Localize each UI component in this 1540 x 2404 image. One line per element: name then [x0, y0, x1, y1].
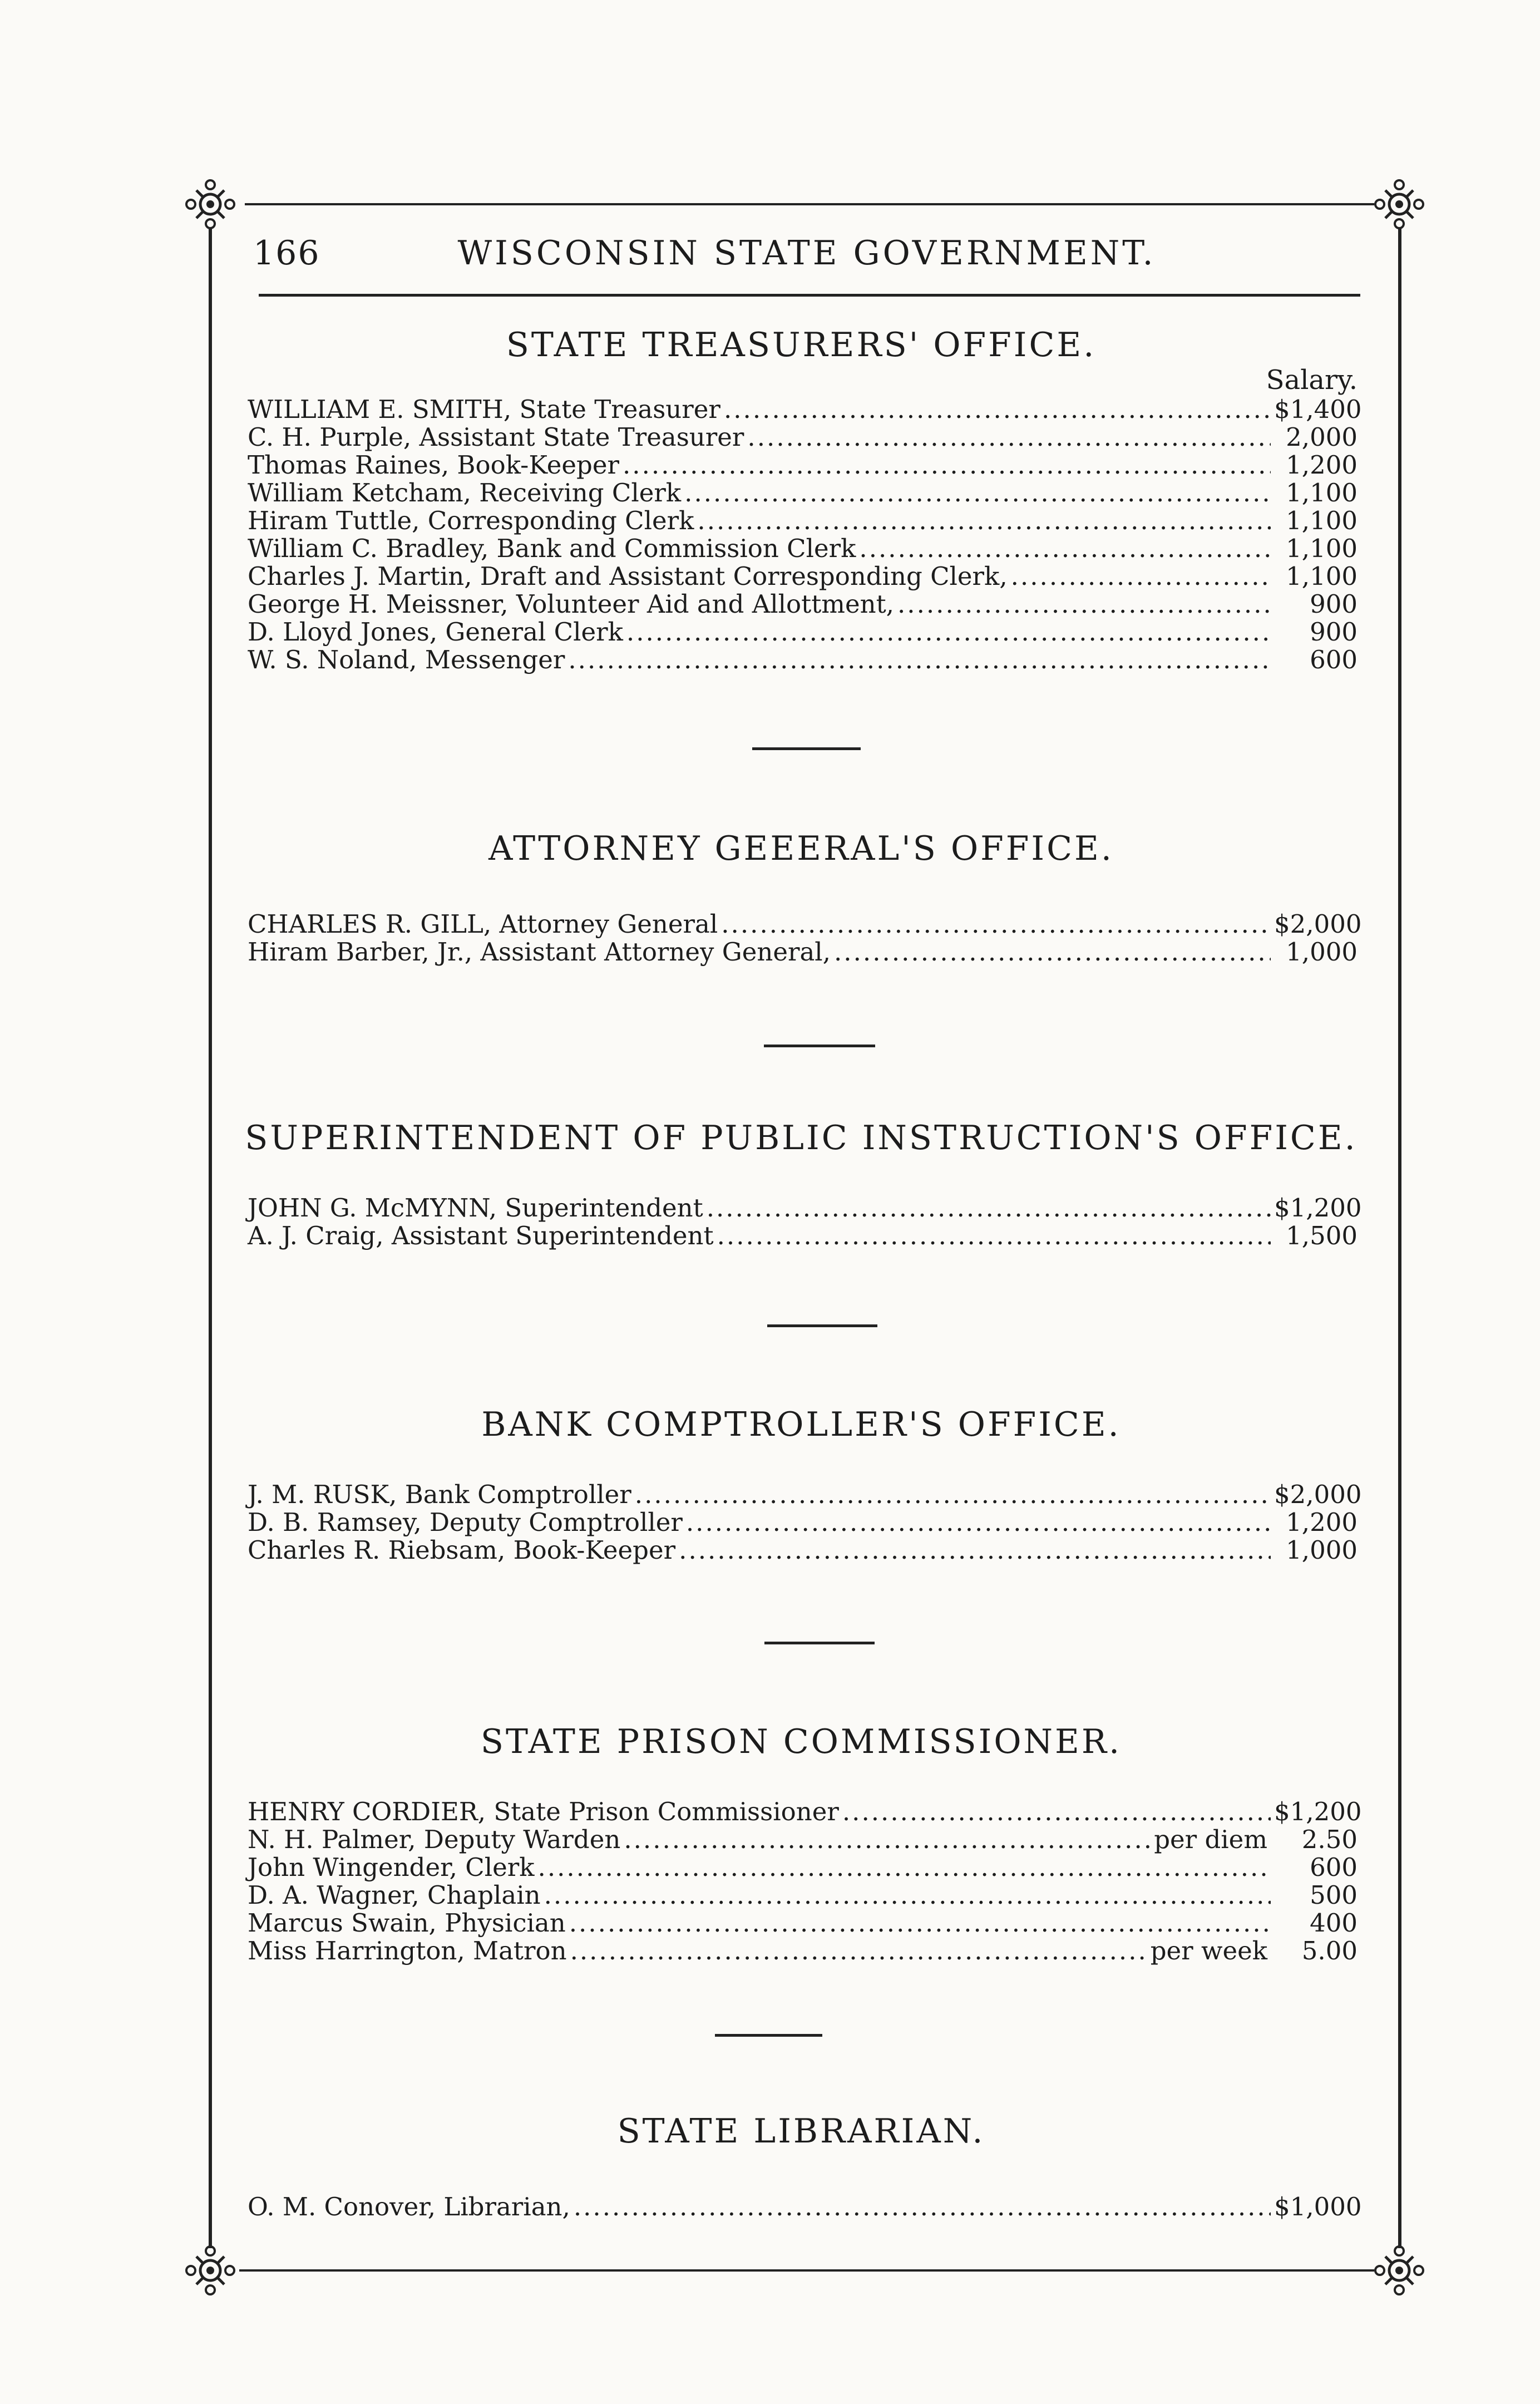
- dot-leader: [635, 1480, 1271, 1509]
- salary-entry: [248, 1480, 1362, 1509]
- entry-rate: per diem: [1154, 1825, 1267, 1854]
- salary-entry: [248, 1825, 1358, 1854]
- salary-entry: [248, 1508, 1358, 1537]
- corner-ornament-bottom-right: [1369, 2240, 1430, 2301]
- entry-name: O. M. Conover, Librarian,: [248, 2192, 570, 2221]
- dot-leader: [623, 451, 1271, 480]
- entry-amount: 900: [1310, 589, 1358, 619]
- section-divider: [752, 747, 861, 750]
- entry-rate: per week: [1150, 1936, 1267, 1965]
- entry-name: D. A. Wagner, Chaplain: [248, 1880, 541, 1910]
- corner-ornament-top-right: [1369, 174, 1430, 235]
- dot-leader: [747, 423, 1271, 452]
- dot-leader: [570, 1937, 1147, 1965]
- entry-amount: 400: [1310, 1908, 1358, 1938]
- entry-name: A. J. Craig, Assistant Superintendent: [248, 1221, 714, 1250]
- dot-leader: [721, 910, 1271, 939]
- dot-leader: [1011, 562, 1271, 591]
- corner-ornament-bottom-left: [180, 2240, 241, 2301]
- section-title-superintendent: SUPERINTENDENT OF PUBLIC INSTRUCTION'S OFFICE.: [245, 1119, 1358, 1157]
- entry-name: Charles J. Martin, Draft and Assistant Corresponding Clerk,: [248, 561, 1008, 591]
- entry-name: Thomas Raines, Book-Keeper: [248, 450, 619, 480]
- salary-entry: [248, 506, 1358, 535]
- salary-entry: [248, 1909, 1358, 1938]
- frame-bottom-line: [239, 2269, 1374, 2272]
- frame-left-line: [209, 228, 212, 2248]
- entry-name: HENRY CORDIER, State Prison Commissioner: [248, 1797, 839, 1826]
- entry-amount: 1,500: [1286, 1221, 1358, 1250]
- dot-leader: [568, 646, 1271, 674]
- dot-leader: [834, 938, 1271, 967]
- entry-amount: 1,100: [1286, 534, 1358, 563]
- section-title-state-librarian: STATE LIBRARIAN.: [617, 2112, 985, 2151]
- dot-leader: [684, 479, 1271, 508]
- entry-name: Charles R. Riebsam, Book-Keeper: [248, 1535, 676, 1565]
- entry-amount: $1,200: [1274, 1193, 1362, 1223]
- salary-entry: [248, 618, 1358, 647]
- section-divider: [767, 1324, 877, 1327]
- header-rule: [259, 294, 1360, 297]
- entry-amount: $1,000: [1274, 2192, 1362, 2221]
- dot-leader: [842, 1797, 1271, 1826]
- salary-entry: [248, 1881, 1358, 1910]
- entry-name: JOHN G. McMYNN, Superintendent: [248, 1193, 703, 1223]
- page-header: [253, 234, 1360, 284]
- dot-leader: [626, 618, 1271, 647]
- entry-amount: 1,000: [1286, 937, 1358, 967]
- dot-leader: [574, 2193, 1271, 2221]
- section-divider: [764, 1642, 875, 1644]
- entry-name: CHARLES R. GILL, Attorney General: [248, 909, 718, 939]
- dot-leader: [697, 506, 1271, 535]
- entry-amount: 1,200: [1286, 450, 1358, 480]
- dot-leader: [569, 1909, 1271, 1938]
- salary-entry: [248, 1221, 1358, 1250]
- entry-amount: $2,000: [1274, 1480, 1362, 1509]
- entry-name: Hiram Barber, Jr., Assistant Attorney General,: [248, 937, 831, 967]
- dot-leader: [897, 590, 1271, 619]
- salary-entry: [248, 1853, 1358, 1882]
- entry-amount: 5.00: [1301, 1936, 1358, 1965]
- entry-amount: 900: [1310, 617, 1358, 647]
- entry-name: W. S. Noland, Messenger: [248, 645, 565, 674]
- entry-name: J. M. RUSK, Bank Comptroller: [248, 1480, 631, 1509]
- salary-entry: [248, 909, 1362, 939]
- entry-name: William Ketcham, Receiving Clerk: [248, 478, 682, 508]
- salary-entry: [248, 562, 1358, 591]
- entry-name: Marcus Swain, Physician: [248, 1908, 566, 1938]
- salary-entry: [248, 590, 1358, 619]
- entry-amount: 2,000: [1286, 422, 1358, 452]
- dot-leader: [724, 395, 1271, 424]
- section-title-attorney-general: ATTORNEY GEEERAL'S OFFICE.: [488, 829, 1114, 868]
- entry-name: Miss Harrington, Matron: [248, 1936, 567, 1965]
- entry-amount: $1,200: [1274, 1797, 1362, 1826]
- entry-amount: $2,000: [1274, 909, 1362, 939]
- entry-amount: 1,000: [1286, 1535, 1358, 1565]
- salary-entry: [248, 479, 1358, 508]
- dot-leader: [538, 1853, 1271, 1882]
- section-title-bank-comptroller: BANK COMPTROLLER'S OFFICE.: [481, 1405, 1121, 1444]
- salary-entry: [248, 938, 1358, 967]
- entry-name: D. Lloyd Jones, General Clerk: [248, 617, 623, 647]
- dot-leader: [859, 534, 1271, 563]
- salary-entry: [248, 423, 1358, 452]
- entry-name: N. H. Palmer, Deputy Warden: [248, 1825, 621, 1854]
- salary-entry: [248, 1797, 1362, 1826]
- corner-ornament-top-left: [180, 174, 241, 235]
- salary-column-header: Salary.: [1266, 364, 1358, 396]
- salary-entry: [248, 1193, 1362, 1223]
- entry-amount: 500: [1310, 1880, 1358, 1910]
- dot-leader: [707, 1194, 1271, 1223]
- salary-entry: [248, 2192, 1362, 2221]
- entry-name: John Wingender, Clerk: [248, 1853, 535, 1882]
- dot-leader: [544, 1881, 1271, 1910]
- page-number: 166: [253, 234, 320, 273]
- salary-entry: [248, 1536, 1358, 1565]
- salary-entry: [248, 646, 1358, 674]
- salary-entry: [248, 1937, 1358, 1965]
- dot-leader: [679, 1536, 1271, 1565]
- entry-amount: 600: [1310, 645, 1358, 674]
- entry-amount: 1,100: [1286, 561, 1358, 591]
- frame-top-line: [245, 203, 1374, 205]
- section-divider: [715, 2034, 822, 2037]
- entry-amount: 1,200: [1286, 1508, 1358, 1537]
- frame-right-line: [1398, 228, 1401, 2248]
- entry-name: Hiram Tuttle, Corresponding Clerk: [248, 506, 694, 535]
- dot-leader: [686, 1508, 1271, 1537]
- entry-amount: 1,100: [1286, 506, 1358, 535]
- entry-amount: $1,400: [1274, 395, 1362, 424]
- dot-leader: [624, 1825, 1151, 1854]
- entry-amount: 600: [1310, 1853, 1358, 1882]
- entry-name: WILLIAM E. SMITH, State Treasurer: [248, 395, 720, 424]
- salary-entry: [248, 451, 1358, 480]
- entry-amount: 1,100: [1286, 478, 1358, 508]
- entry-name: C. H. Purple, Assistant State Treasurer: [248, 422, 744, 452]
- section-title-state-prison: STATE PRISON COMMISSIONER.: [480, 1722, 1122, 1761]
- entry-name: George H. Meissner, Volunteer Aid and Allottment,: [248, 589, 894, 619]
- section-divider: [764, 1045, 875, 1047]
- entry-name: D. B. Ramsey, Deputy Comptroller: [248, 1508, 683, 1537]
- salary-entry: [248, 534, 1358, 563]
- running-title: WISCONSIN STATE GOVERNMENT.: [457, 234, 1156, 273]
- section-title-state-treasurers: STATE TREASURERS' OFFICE.: [506, 326, 1097, 364]
- dot-leader: [717, 1221, 1271, 1250]
- salary-entry: [248, 395, 1362, 424]
- entry-amount: 2.50: [1301, 1825, 1358, 1854]
- entry-name: William C. Bradley, Bank and Commission Clerk: [248, 534, 856, 563]
